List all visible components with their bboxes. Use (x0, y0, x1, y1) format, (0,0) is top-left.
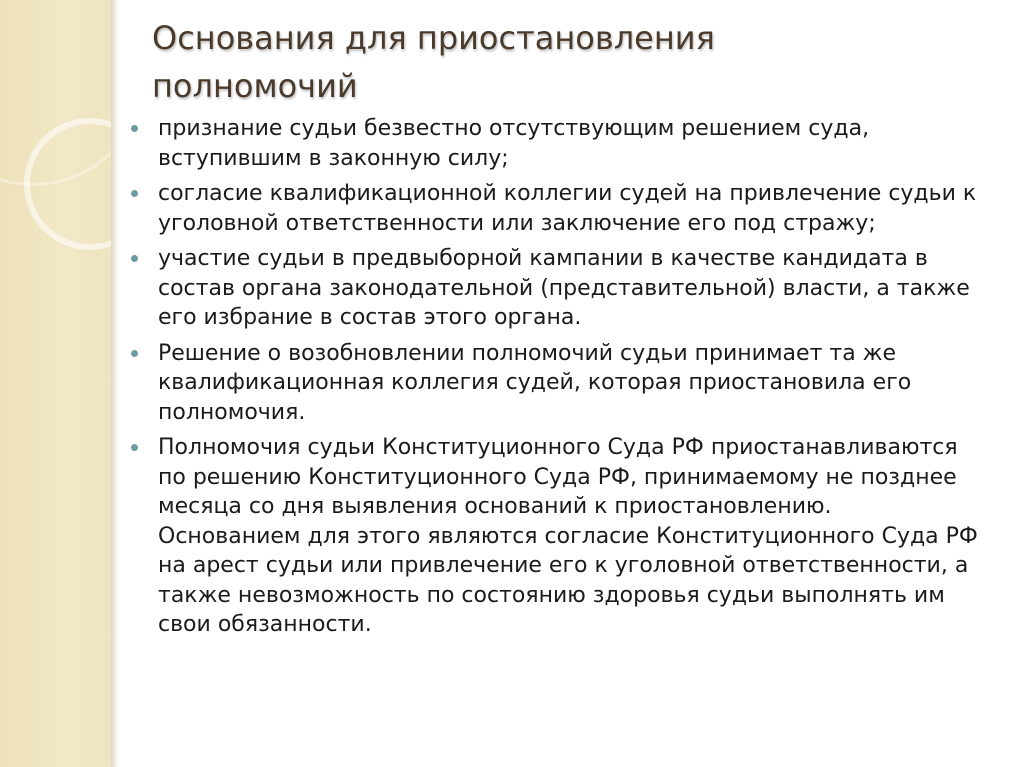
bullet-item (128, 179, 980, 238)
bullet-text: признание судьи безвестно отсутствующим решением суда, вступившим в законную силу; (158, 116, 870, 171)
bullet-text: Решение о возобновлении полномочий судьи принимает та же квалификационная коллегия судей, которая приостановила его полномочия. (158, 340, 912, 425)
slide-title: Основания для приостановления полномочий (152, 19, 715, 105)
bullet-dot-icon (131, 255, 138, 262)
bullet-text: согласие квалификационной коллегии судей на привлечение судьи к уголовной ответственности или заключение его под стражу; (158, 181, 977, 236)
bullet-dot-icon (131, 350, 138, 357)
bullet-item (128, 114, 980, 173)
bullet-text: участие судьи в предвыборной кампании в качестве кандидата в состав органа законодательной (представительной) власти, а также его избрание в состав этого органа. (158, 246, 970, 330)
bullet-dot-icon (131, 190, 138, 197)
side-band-shadow (111, 0, 119, 767)
bullet-item (128, 244, 980, 333)
bullet-dot-icon (131, 125, 138, 132)
bullet-item (128, 433, 980, 640)
bullet-text: Полномочия судьи Конституционного Суда РФ приостанавливаются по решению Конституционного Суда РФ, принимаемому не позднее месяца со дня выявления оснований к приостановлению. Основанием для этого являются согласие Конституционного Суда РФ на арест судьи или привлечение его к уголовной ответственности, а также невозможность по состоянию здоровья судьи выполнять им свои обязанности. (158, 435, 978, 637)
bullet-item (128, 339, 980, 428)
bullet-list (128, 114, 980, 646)
bullet-dot-icon (131, 444, 138, 451)
decorative-side-band (0, 0, 111, 767)
